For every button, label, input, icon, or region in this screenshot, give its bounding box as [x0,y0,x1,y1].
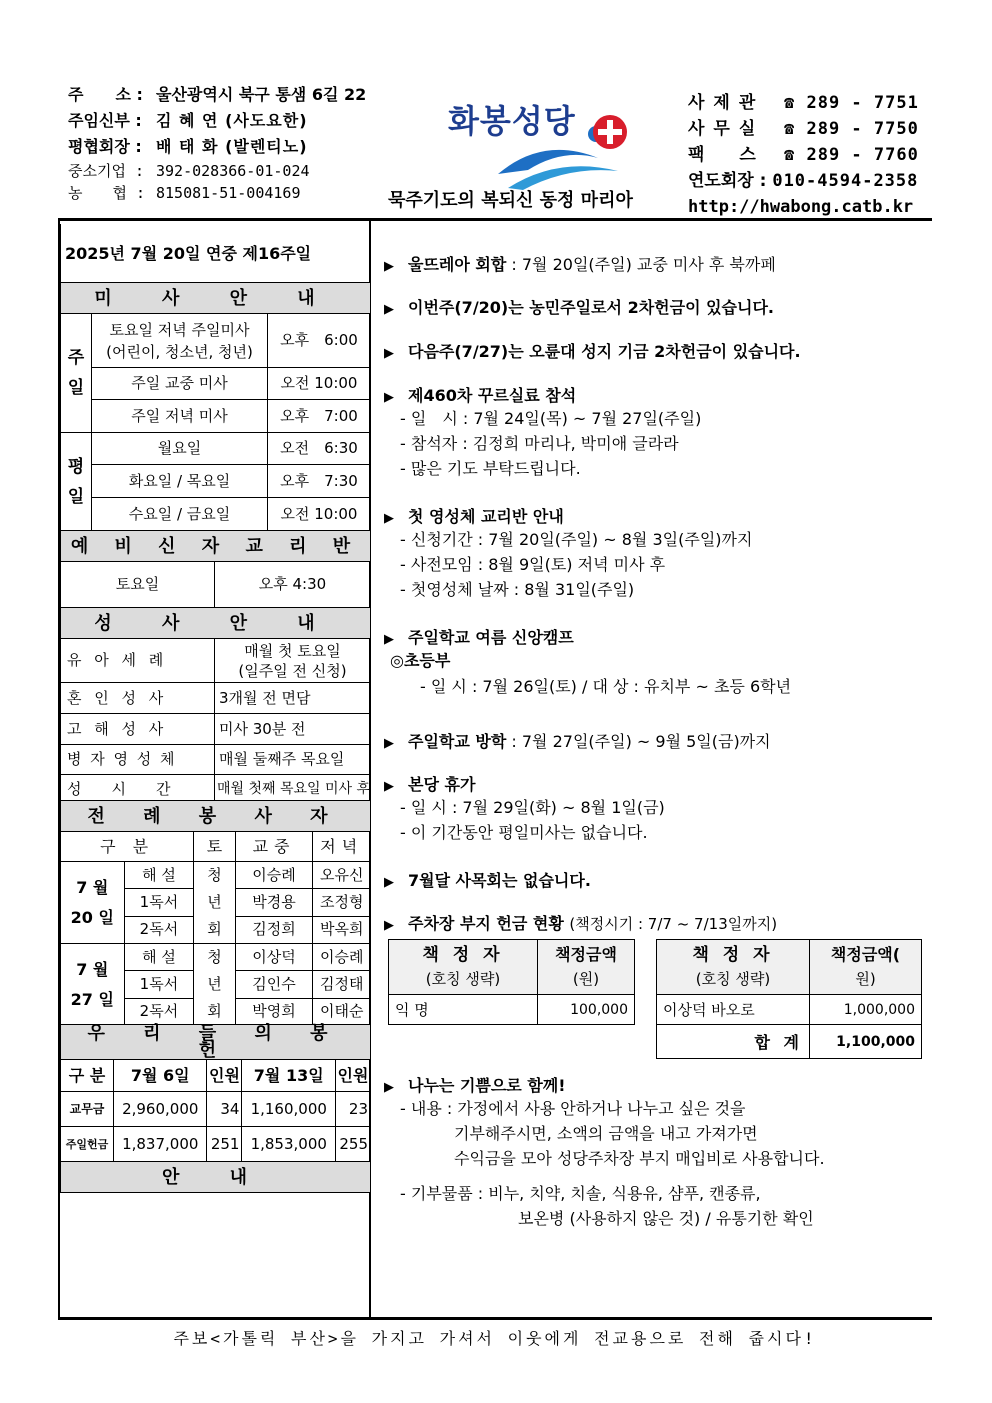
mass-time: 오후 7:00 [268,400,371,433]
parking-amount: 100,000 [538,995,635,1025]
mass-title: 미 사 안 내 [61,283,371,314]
news-line: - 내용 : 가정에서 사용 안하거나 나누고 싶은 것을 [400,1099,746,1118]
mass-name: 화요일 / 목요일 [92,465,268,498]
mass-name: 수요일 / 금요일 [92,498,268,531]
servers-header: 저녁 [313,832,371,862]
servers-header: 구 분 [61,832,194,862]
servers-header: 교중 [235,832,313,862]
sacrament-value: 매월 첫째 목요일 미사 후 [214,775,370,805]
news-5: ▶ 첫 영성체 교리반 안내 - 신청기간 : 7월 20일(주일) ~ 8월 3일(주일)까지 - 사전모임 : 8월 9일(토) 저녁 미사 후 - 첫영성체 날짜 : 8월 31일(주일) [384,504,929,602]
server-role: 1독서 [124,971,194,998]
offering-title: 우 리 들 의 봉 헌 [61,1025,371,1060]
news-1: ▶ 울뜨레아 회합 : 7월 20일(주일) 교중 미사 후 북까페 [384,255,776,274]
left-column-table [60,224,371,805]
bullet-triangle-icon: ▶ [384,875,394,890]
bullet-triangle-icon: ▶ [384,511,394,526]
website-link[interactable]: http://hwabong.catb.kr [688,197,914,217]
sacraments-title: 성 사 안 내 [61,608,371,639]
offering-value: 1,160,000 [242,1092,336,1127]
footer-message: 주보<가톨릭 부산>을 가지고 가셔서 이웃에게 전교용으로 전해 줍시다! [173,1329,817,1348]
server-name: 이승례 [313,944,371,971]
president-row: 평협회장 : 배 태 화 (발렌티노) [68,137,308,156]
catechumen-time: 오후 4:30 [214,562,370,608]
news-line: - 이 기간동안 평일미사는 없습니다. [400,823,648,842]
server-name: 이승례 [235,862,313,889]
news-line: 기부해주시면, 소액의 금액을 내고 가져가면 [454,1124,758,1143]
server-role: 해 설 [124,944,194,971]
mass-name: 주일 교중 미사 [92,368,268,400]
catechumen-title: 예 비 신 자 교 리 반 [61,531,371,562]
servers-table [60,800,371,1026]
parking-table-left [388,939,635,1025]
server-name: 이상덕 [235,944,313,971]
cross-icon [592,114,628,150]
news-sub-title: ◎초등부 [390,651,451,670]
sacrament-value: 미사 30분 전 [214,714,370,745]
server-name: 박영희 [235,998,313,1025]
fax-row: 팩 스 ☎ 289 - 7760 [688,145,919,165]
sacrament-value: 매월 첫 토요일 (일주일 전 신청) [214,639,370,683]
youth-row: 연도회장 : 010-4594-2358 [688,171,919,191]
sacrament-name: 성 시 간 [61,775,215,805]
news-line: - 일 시 : 7월 29일(화) ~ 8월 1일(금) [400,798,665,817]
bullet-triangle-icon: ▶ [384,259,394,274]
news-7: ▶ 주일학교 방학 : 7월 27일(주일) ~ 9월 5일(금)까지 [384,732,771,751]
news-2: ▶ 이번주(7/20)는 농민주일로서 2차헌금이 있습니다. [384,298,774,317]
offering-count: 251 [207,1127,242,1162]
bullet-triangle-icon: ▶ [384,779,394,794]
server-role: 2독서 [124,916,194,943]
news-line: - 첫영성체 날짜 : 8월 31일(주일) [400,580,635,599]
offering-count: 34 [207,1092,242,1127]
bullet-triangle-icon: ▶ [384,346,394,361]
news-4: ▶ 제460차 꾸르실료 참석 - 일 시 : 7월 24일(목) ~ 7월 27일(주일) - 참석자 : 김정희 마리나, 박미애 글라라 - 많은 기도 부탁드립니다. [384,383,929,481]
offering-label: 주일헌금 [61,1127,114,1162]
mass-name: 월요일 [92,433,268,465]
server-name: 김정희 [235,916,313,943]
notice-title: 안 내 [61,1162,371,1193]
date-line: 2025년 7월 20일 연중 제16주일 [61,224,371,283]
offering-value: 1,853,000 [242,1127,336,1162]
parking-donor: 익 명 [389,995,538,1025]
offering-count: 255 [336,1127,371,1162]
news-line: - 일 시 : 7월 24일(목) ~ 7월 27일(주일) [400,409,702,428]
offering-header: 7월 6일 [114,1060,207,1092]
bullet-triangle-icon: ▶ [384,918,394,933]
servers-date: 7 월 27 일 [61,944,125,1026]
news-line: - 사전모임 : 8월 9일(토) 저녁 미사 후 [400,555,666,574]
offering-header: 구 분 [61,1060,114,1092]
news-3: ▶ 다음주(7/27)는 오륜대 성지 기금 2차헌금이 있습니다. [384,342,801,361]
parish-logo [448,96,638,191]
address-row: 주 소 : 울산광역시 북구 통샘 6길 22 [68,85,367,104]
mass-name: 토요일 저녁 주일미사 (어린이, 청소년, 청년) [92,314,268,368]
bullet-triangle-icon: ▶ [384,1080,394,1095]
offering-label: 교무금 [61,1092,114,1127]
server-name: 김인수 [235,971,313,998]
news-line: - 많은 기도 부탁드립니다. [400,459,581,478]
offering-header: 7월 13일 [242,1060,336,1092]
sacrament-name: 혼 인 성 사 [61,683,215,714]
sunday-label: 주일 [61,314,92,433]
parking-header: 책정금액( 원) [810,940,922,995]
server-sat: 청 년 회 [194,862,235,944]
offering-value: 2,960,000 [114,1092,207,1127]
office-row: 사무실 ☎ 289 - 7750 [688,119,919,139]
servers-header: 토 [194,832,235,862]
offering-value: 1,837,000 [114,1127,207,1162]
server-name: 박경용 [235,889,313,916]
header-info [68,82,366,204]
parking-total-label: 합 계 [657,1025,810,1059]
server-role: 해 설 [124,862,194,889]
news-10: ▶ 주차장 부지 헌금 현황 (책정시기 : 7/7 ~ 7/13일까지) [384,914,778,933]
bullet-triangle-icon: ▶ [384,390,394,405]
mass-time: 오전 10:00 [268,368,371,400]
servers-date: 7 월 20 일 [61,862,125,944]
rectory-row: 사제관 ☎ 289 - 7751 [688,93,919,113]
mass-time: 오후 6:00 [268,314,371,368]
server-name: 조정형 [313,889,371,916]
sacrament-name: 유 아 세 례 [61,639,215,683]
parking-header: 책 정 자 (호칭 생략) [657,940,810,995]
catechumen-day: 토요일 [61,562,215,608]
mass-name: 주일 저녁 미사 [92,400,268,433]
parking-donor: 이상덕 바오로 [657,995,810,1025]
parish-name: 화봉성당 [448,102,576,140]
parking-header: 책정금액 (원) [538,940,635,995]
server-role: 1독서 [124,889,194,916]
server-name: 이태순 [313,998,371,1025]
servers-title: 전 례 봉 사 자 [61,801,371,832]
news-line: - 참석자 : 김정희 마리나, 박미애 글라라 [400,434,679,453]
bank2-row: 농 협 : 815081-51-004169 [68,184,301,202]
parking-table-right [656,939,922,1059]
parking-total: 1,100,000 [810,1025,922,1059]
sacrament-name: 고 해 성 사 [61,714,215,745]
server-sat: 청 년 회 [194,944,235,1026]
news-line: 보온병 (사용하지 않은 것) / 유통기한 확인 [518,1209,814,1228]
mass-time: 오후 7:30 [268,465,371,498]
bank1-row: 중소기업 : 392-028366-01-024 [68,162,310,180]
server-name: 박옥희 [313,916,371,943]
sacrament-value: 3개월 전 면담 [214,683,370,714]
sacrament-name: 병 자 영 성 체 [61,745,215,775]
offering-table [60,1024,371,1193]
mass-time: 오전 10:00 [268,498,371,531]
server-role: 2독서 [124,998,194,1025]
news-line: - 기부물품 : 비누, 치약, 치솔, 식용유, 샴푸, 캔종류, [400,1184,761,1203]
news-8: ▶ 본당 휴가 - 일 시 : 7월 29일(화) ~ 8월 1일(금) - 이 기간동안 평일미사는 없습니다. [384,772,929,845]
bullet-triangle-icon: ▶ [384,736,394,751]
bullet-triangle-icon: ▶ [384,632,394,647]
mass-time: 오전 6:30 [268,433,371,465]
news-line: - 일 시 : 7월 26일(토) / 대 상 : 유치부 ~ 초등 6학년 [420,677,792,696]
parking-header: 책 정 자 (호칭 생략) [389,940,538,995]
bullet-triangle-icon: ▶ [384,302,394,317]
server-name: 김정태 [313,971,371,998]
sacrament-value: 매월 둘째주 목요일 [214,745,370,775]
news-9: ▶ 7월달 사목회는 없습니다. [384,871,591,890]
weekday-label: 평일 [61,433,92,531]
offering-header: 인원 [207,1060,242,1092]
news-6: ▶ 주일학교 여름 신앙캠프 ◎초등부 - 일 시 : 7월 26일(토) / 대 상 : 유치부 ~ 초등 6학년 [384,625,929,699]
offering-header: 인원 [336,1060,371,1092]
bottom-divider [58,1317,932,1320]
contact-info [688,90,919,220]
parking-amount: 1,000,000 [810,995,922,1025]
server-name: 오유신 [313,862,371,889]
offering-count: 23 [336,1092,371,1127]
news-11: ▶ 나누는 기쁨으로 함께! - 내용 : 가정에서 사용 안하거나 나누고 싶은 것을 기부해주시면, 소액의 금액을 내고 가져가면 수익금을 모아 성당주차장 부지 매입비로 사용합니다. - 기부물품 : 비누, 치약, 치솔, 식용유, 샴푸, 캔종류, 보온병 (사용하지 않은 것) / 유통기한 확인 [384,1073,929,1231]
news-line: - 신청기간 : 7월 20일(주일) ~ 8월 3일(주일)까지 [400,530,753,549]
motto: 묵주기도의 복되신 동정 마리아 [388,190,633,211]
news-line: 수익금을 모아 성당주차장 부지 매입비로 사용합니다. [454,1149,825,1168]
pastor-row: 주임신부 : 김 혜 연 (사도요한) [68,111,308,130]
